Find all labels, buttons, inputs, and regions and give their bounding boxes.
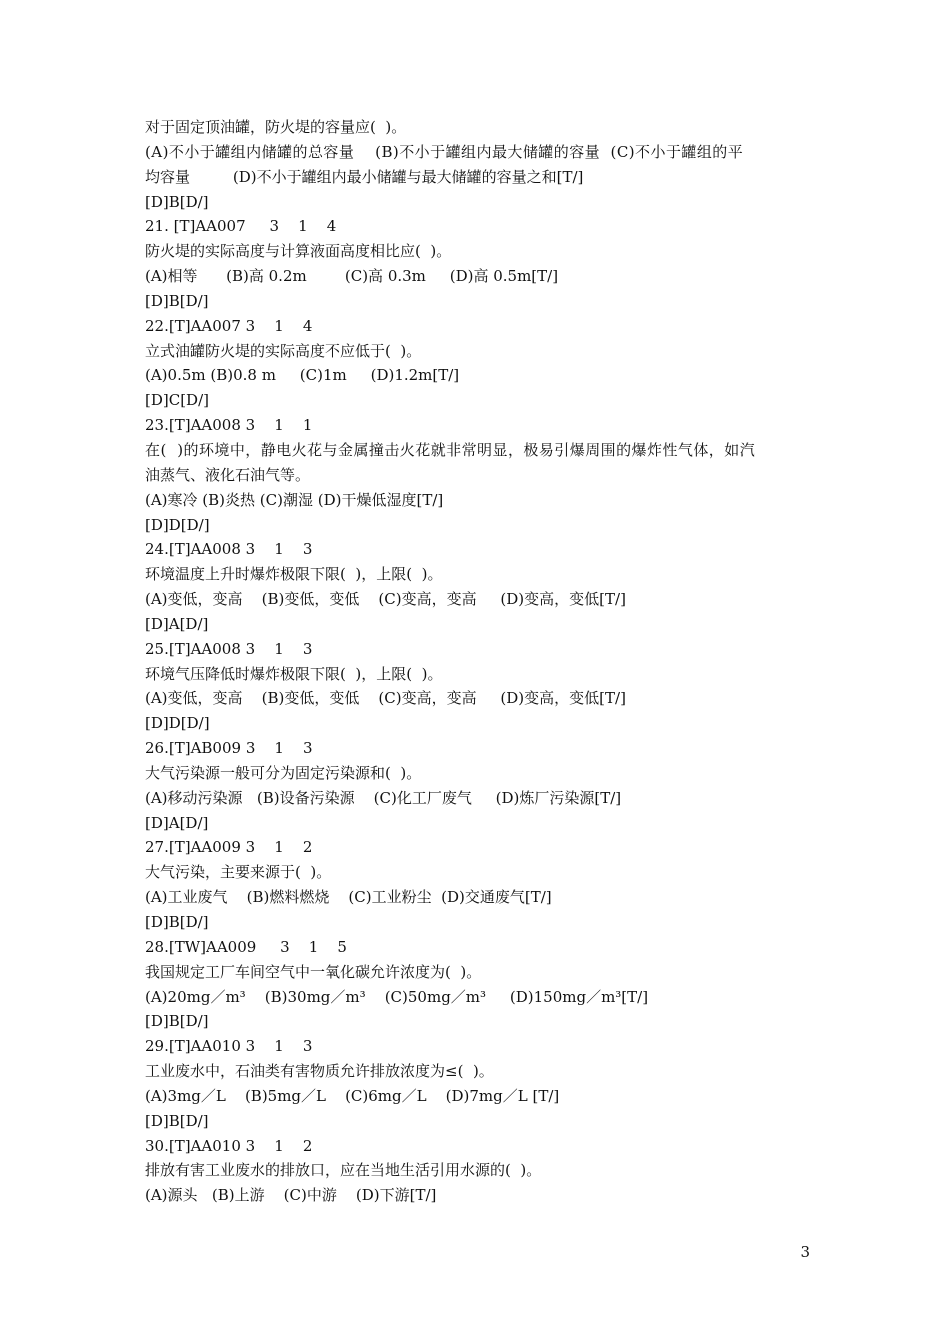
text-line: [D]D[D/] [145, 515, 210, 534]
text-line: 环境气压降低时爆炸极限下限( )，上限( )。 [145, 664, 443, 683]
question-text-block [145, 115, 815, 1208]
text-line: [D]B[D/] [145, 291, 209, 310]
text-line: 大气污染，主要来源于( )。 [145, 863, 332, 882]
text-line: (A)变低，变高 (B)变低，变低 (C)变高，变高 (D)变高，变低[T/] [145, 689, 626, 708]
text-line: (A)不小于罐组内储罐的总容量 (B)不小于罐组内最大储罐的容量 (C)不小于罐组的平 [145, 142, 744, 161]
text-line: 工业废水中，石油类有害物质允许排放浓度为≤( )。 [145, 1062, 494, 1081]
text-line: 在( )的环境中，静电火花与金属撞击火花就非常明显，极易引爆周围的爆炸性气体，如汽 [145, 440, 756, 459]
text-line: [D]C[D/] [145, 391, 209, 410]
text-line: 21. [T]AA007 3 1 4 [145, 217, 337, 236]
text-line: 排放有害工业废水的排放口，应在当地生活引用水源的( )。 [145, 1161, 542, 1180]
text-line: 立式油罐防火堤的实际高度不应低于( )。 [145, 341, 422, 360]
text-line: [D]B[D/] [145, 1012, 209, 1031]
text-line: (A)20mg／m³ (B)30mg／m³ (C)50mg／m³ (D)150mg／m³[T/] [145, 987, 649, 1006]
text-line: (A)3mg／L (B)5mg／L (C)6mg／L (D)7mg／L [T/] [145, 1086, 560, 1105]
text-line: 23.[T]AA008 3 1 1 [145, 416, 313, 435]
text-line: 25.[T]AA008 3 1 3 [145, 639, 313, 658]
text-line: (A)相等 (B)高 0.2m (C)高 0.3m (D)高 0.5m[T/] [145, 267, 559, 286]
text-line: 30.[T]AA010 3 1 2 [145, 1136, 313, 1155]
text-line: 环境温度上升时爆炸极限下限( )，上限( )。 [145, 565, 443, 584]
text-line: [D]A[D/] [145, 813, 209, 832]
text-line: 27.[T]AA009 3 1 2 [145, 838, 313, 857]
text-line: (A)源头 (B)上游 (C)中游 (D)下游[T/] [145, 1186, 437, 1205]
text-line: [D]A[D/] [145, 614, 209, 633]
text-line: [D]B[D/] [145, 192, 209, 211]
text-line: 油蒸气、液化石油气等。 [145, 465, 311, 484]
text-line: 对于固定顶油罐，防火堤的容量应( )。 [145, 118, 407, 136]
text-line: (A)寒冷 (B)炎热 (C)潮湿 (D)干燥低湿度[T/] [145, 490, 444, 509]
text-line: 26.[T]AB009 3 1 3 [145, 739, 313, 758]
text-line: (A)移动污染源 (B)设备污染源 (C)化工厂废气 (D)炼厂污染源[T/] [145, 788, 622, 807]
text-line: (A)变低，变高 (B)变低，变低 (C)变高，变高 (D)变高，变低[T/] [145, 590, 626, 609]
text-line: 大气污染源一般可分为固定污染源和( )。 [145, 763, 422, 782]
text-line: 29.[T]AA010 3 1 3 [145, 1037, 313, 1056]
text-line: 我国规定工厂车间空气中一氧化碳允许浓度为( )。 [145, 962, 482, 981]
text-line: [D]D[D/] [145, 714, 210, 733]
text-line: 24.[T]AA008 3 1 3 [145, 540, 313, 559]
text-line: (A)工业废气 (B)燃料燃烧 (C)工业粉尘 (D)交通废气[T/] [145, 888, 552, 907]
text-line: 22.[T]AA007 3 1 4 [145, 316, 313, 335]
text-line: (A)0.5m (B)0.8 m (C)1m (D)1.2m[T/] [145, 366, 460, 385]
text-line: [D]B[D/] [145, 1111, 209, 1130]
text-line: [D]B[D/] [145, 913, 209, 931]
page-number: 3 [800, 1243, 810, 1261]
text-line: 防火堤的实际高度与计算液面高度相比应( )。 [145, 242, 452, 261]
text-line: 均容量 (D)不小于罐组内最小储罐与最大储罐的容量之和[T/] [145, 167, 584, 186]
text-line: 28.[TW]AA009 3 1 5 [145, 937, 347, 956]
